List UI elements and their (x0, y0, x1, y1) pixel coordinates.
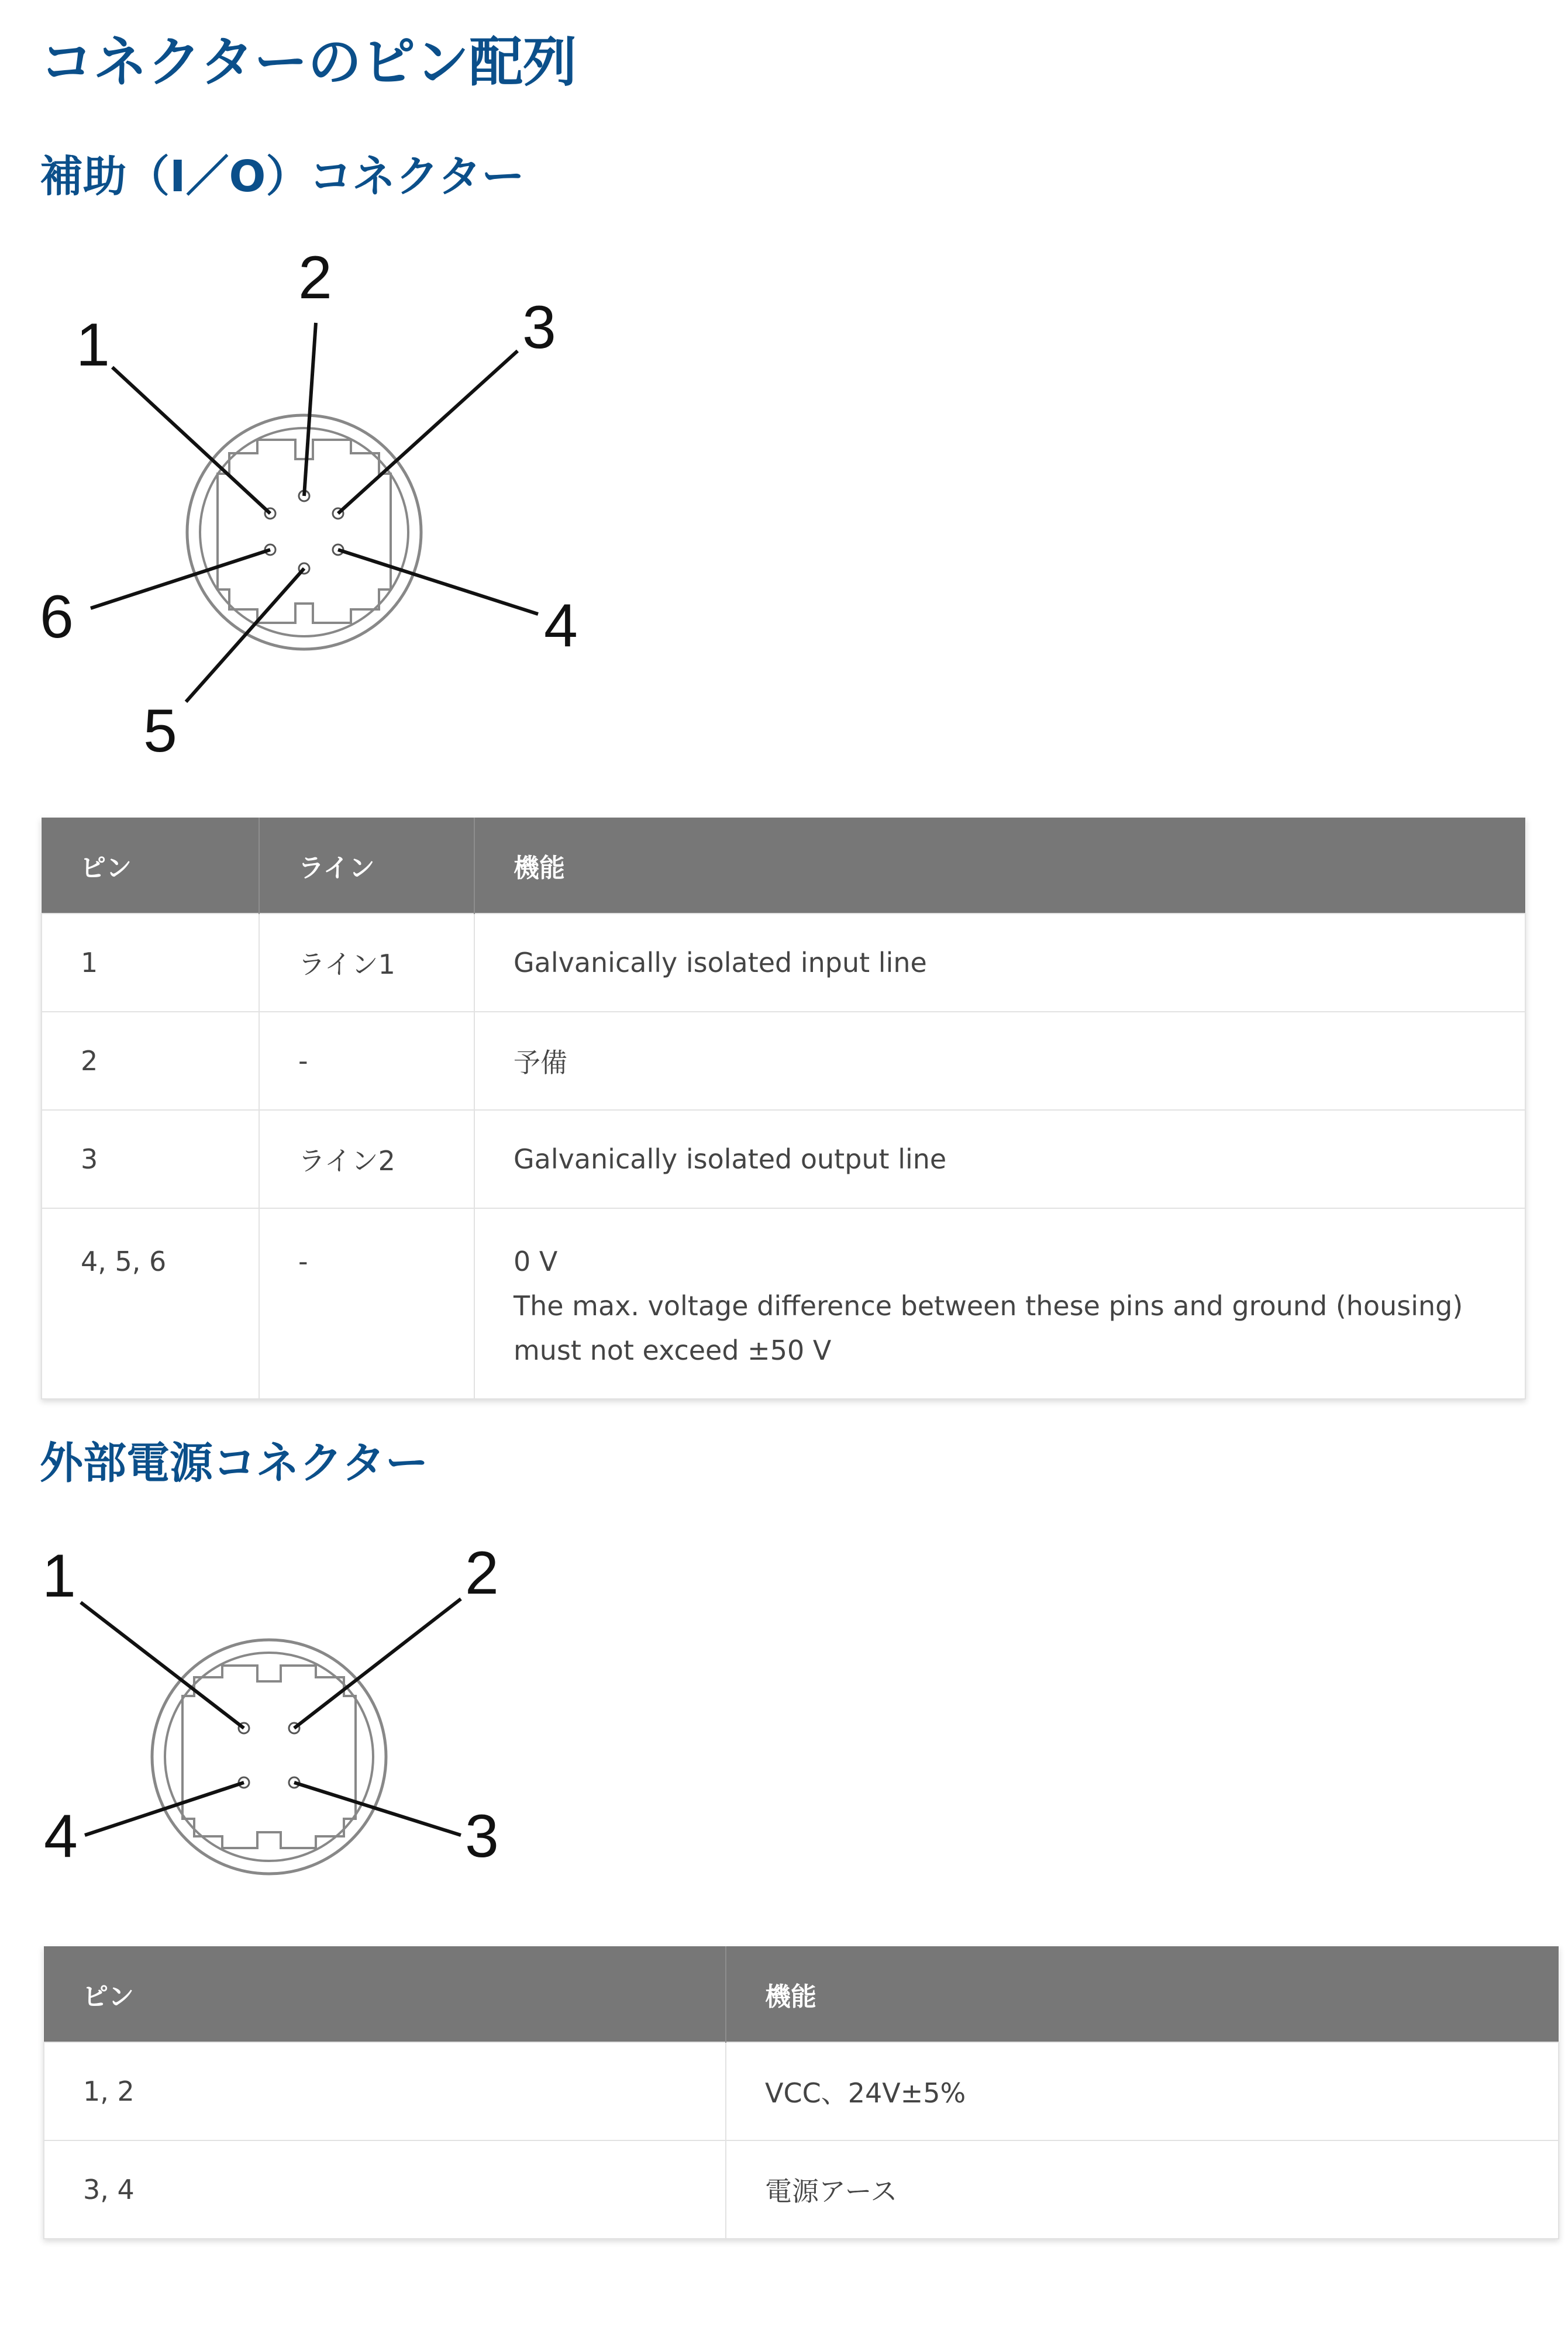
line-cell: ライン1 (259, 913, 474, 1012)
pin-cell: 1 (42, 913, 259, 1012)
function-cell: Galvanically isolated output line (474, 1110, 1525, 1208)
aux-leader-4 (338, 550, 538, 614)
column-header-line: ライン (259, 818, 474, 913)
table-row (42, 1110, 1525, 1208)
table-row (44, 2042, 1559, 2140)
power-connector-inner-ring (165, 1653, 373, 1861)
power-pin-label-4: 4 (44, 1802, 78, 1870)
function-cell: 予備 (474, 1012, 1525, 1110)
aux-pin-label-4: 4 (544, 592, 578, 660)
line-cell: - (259, 1208, 474, 1399)
power-leader-3 (294, 1783, 461, 1835)
pin-cell: 2 (42, 1012, 259, 1110)
aux-pin-table (41, 818, 1526, 1399)
aux-pin-label-1: 1 (76, 311, 110, 379)
pin-cell: 3, 4 (44, 2140, 726, 2239)
pin-cell: 1, 2 (44, 2042, 726, 2140)
aux-connector-socket-outline (218, 440, 391, 623)
aux-pin-label-3: 3 (522, 294, 556, 361)
table-row (42, 1012, 1525, 1110)
function-cell: VCC、24V±5% (726, 2042, 1559, 2140)
table-row (44, 2140, 1559, 2239)
power-pin-label-2: 2 (465, 1539, 499, 1607)
power-pin-label-3: 3 (465, 1802, 499, 1870)
column-header-function: 機能 (726, 1946, 1559, 2042)
table-row (42, 1208, 1525, 1399)
power-pin-label-1: 1 (42, 1542, 76, 1610)
aux-pin-label-5: 5 (143, 697, 177, 765)
function-value: 0 V (514, 1246, 558, 1277)
function-note-line-2: must not exceed ±50 V (514, 1335, 832, 1366)
power-leader-2 (294, 1599, 461, 1728)
power-connector-diagram (0, 1521, 585, 1883)
aux-leader-1 (112, 367, 270, 513)
aux-pin-label-6: 6 (40, 583, 74, 651)
page-title: コネクターのピン配列 (40, 31, 577, 94)
column-header-pin: ピン (44, 1946, 726, 2042)
function-note-line-1: The max. voltage difference between these pins and ground (housing) (514, 1290, 1463, 1322)
column-header-function: 機能 (474, 818, 1525, 913)
table-header-row (42, 818, 1525, 913)
aux-leader-6 (91, 550, 270, 608)
function-cell: Galvanically isolated input line (474, 913, 1525, 1012)
aux-connector-title: 補助（I／O）コネクター (40, 151, 525, 202)
pin-cell: 4, 5, 6 (42, 1208, 259, 1399)
aux-connector-outer-ring (187, 415, 421, 649)
aux-connector-diagram (0, 234, 643, 772)
power-connector-outer-ring (152, 1640, 386, 1874)
line-cell: ライン2 (259, 1110, 474, 1208)
aux-leader-2 (304, 323, 316, 496)
power-connector-socket-outline (182, 1666, 356, 1848)
line-cell: - (259, 1012, 474, 1110)
table-row (42, 913, 1525, 1012)
aux-pin-label-2: 2 (298, 244, 332, 312)
function-cell: 電源アース (726, 2140, 1559, 2239)
pin-cell: 3 (42, 1110, 259, 1208)
column-header-pin: ピン (42, 818, 259, 913)
power-connector-title: 外部電源コネクター (40, 1438, 429, 1488)
table-header-row (44, 1946, 1559, 2042)
power-leader-4 (85, 1783, 244, 1835)
function-cell (474, 1208, 1525, 1399)
power-pin-table (43, 1946, 1559, 2239)
